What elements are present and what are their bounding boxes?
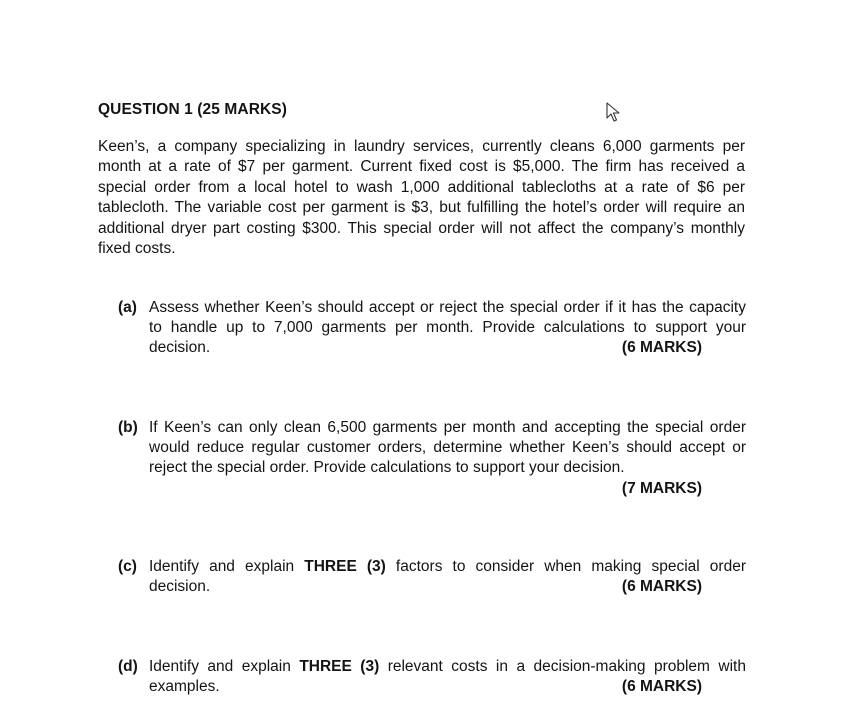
part-b-marks: (7 MARKS) [621, 479, 702, 497]
part-b-text: If Keen’s can only clean 6,500 garments per month and accepting the special order would reduce regular customer orders, determine whether Keen’s should accept or reject the special order. Provide calculations to support your decision. [149, 419, 746, 477]
part-c-text: Identify and explain THREE (3) factors to consider when making special order decision. [149, 558, 746, 596]
part-d-marks: (6 MARKS) [621, 678, 702, 696]
part-d [118, 657, 746, 697]
part-c-marks: (6 MARKS) [621, 578, 702, 596]
part-a-label: (a) [118, 299, 137, 316]
question-intro: Keen’s, a company specializing in laundry services, currently cleans 6,000 garments per month at a rate of $7 per garment. Current fixed cost is $5,000. The firm has received a special order from a local hotel to wash 1,000 additional tablecloths at a rate of $6 per tablecloth. The variable cost per garment is $3, but fulfilling the hotel’s order will require an additional dryer part costing $300. This special order will not affect the company’s monthly fixed costs. [98, 138, 745, 258]
part-d-text: Identify and explain THREE (3) relevant costs in a decision-making problem with examples. [149, 658, 746, 696]
part-d-emphasis: THREE (3) [299, 658, 380, 675]
part-b [118, 418, 746, 499]
mouse-pointer-icon [606, 102, 622, 122]
part-c [118, 557, 746, 597]
part-a [118, 298, 746, 359]
part-c-label: (c) [118, 558, 137, 575]
question-title: QUESTION 1 (25 MARKS) [98, 101, 287, 118]
part-c-emphasis: THREE (3) [304, 558, 386, 575]
part-d-label: (d) [118, 658, 138, 675]
part-b-label: (b) [118, 419, 138, 436]
part-a-marks: (6 MARKS) [621, 339, 702, 357]
part-a-text: Assess whether Keen’s should accept or reject the special order if it has the capacity to handle up to 7,000 garments per month. Provide calculations to support your decision. [149, 299, 746, 357]
